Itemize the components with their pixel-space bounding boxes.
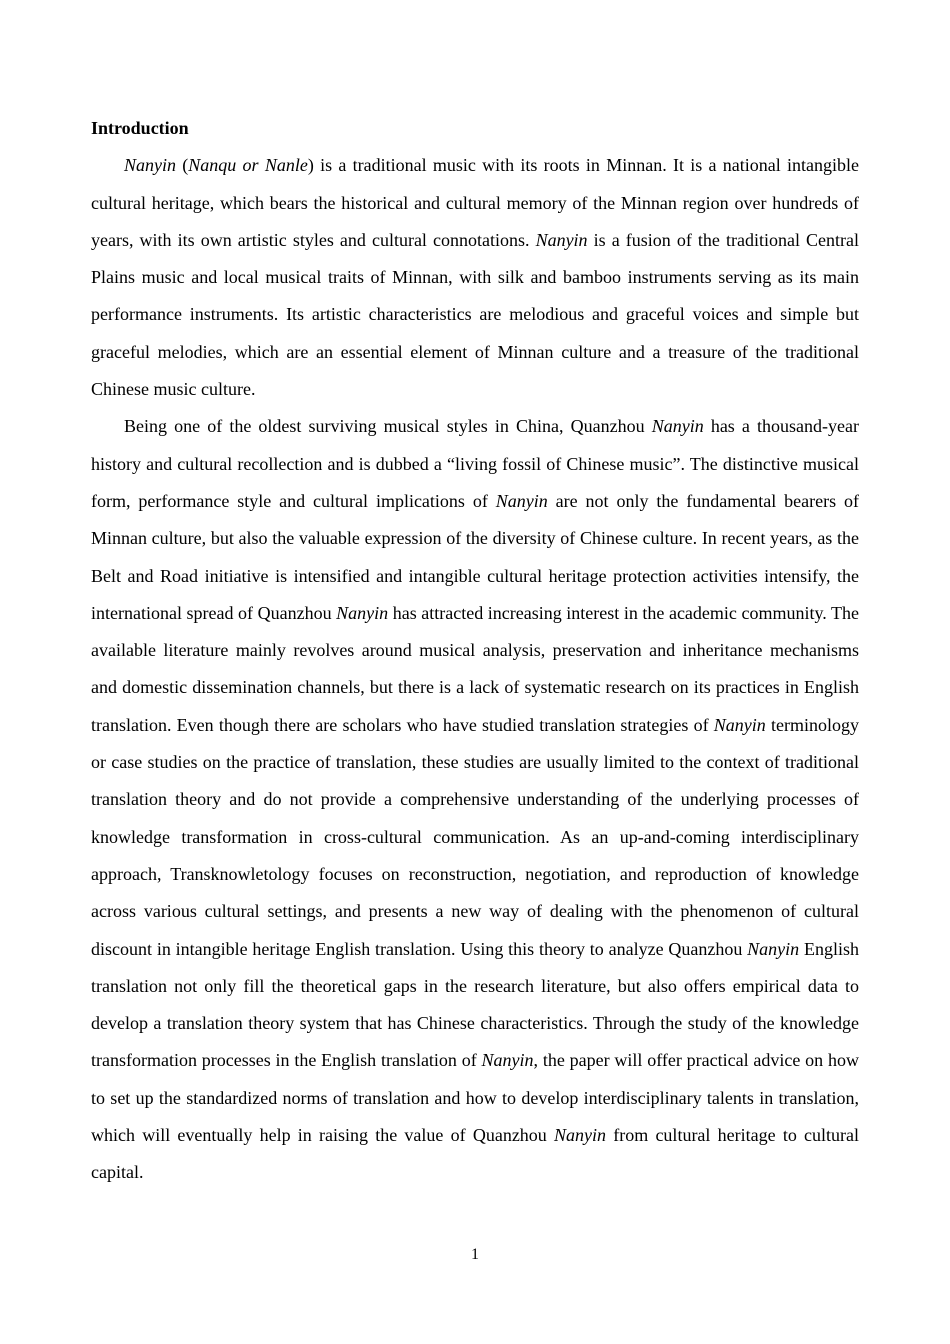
body-paragraph <box>91 408 859 1191</box>
text-run: ) is a traditional music with its roots in Minnan. It is a national intangible cultural heritage, which bears the historical and cultural memory of the Minnan region over hundreds of years, with its own artistic styles and cultural connotations. <box>91 155 859 250</box>
body-paragraph <box>91 147 859 408</box>
text-run: is a fusion of the traditional Central Plains music and local musical traits of Minnan, with silk and bamboo instruments serving as its main performance instruments. Its artistic characteristics are melodious and graceful voices and simple but graceful melodies, which are an essential element of Minnan culture and a treasure of the traditional Chinese music culture. <box>91 229 859 400</box>
text-run: Being one of the oldest surviving musical styles in China, Quanzhou <box>124 416 652 437</box>
text-run: ( <box>176 155 189 176</box>
italic-term: Nanyin <box>124 155 176 176</box>
text-run: has a thousand-year history and cultural recollection and is dubbed a “living fossil of Chinese music”. The distinctive musical form, performance style and cultural implications of <box>91 416 859 511</box>
document-body <box>91 110 859 1192</box>
italic-term: Nanyin <box>336 602 389 623</box>
text-run: has attracted increasing interest in the academic community. The available literature mainly revolves around musical analysis, preservation and inheritance mechanisms and domestic dissemination channels, but there is a lack of systematic research on its practices in English translation. Even though there are scholars who have studied translation strategies of <box>91 602 859 735</box>
text-run: are not only the fundamental bearers of Minnan culture, but also the valuable expression of the diversity of Chinese culture. In recent years, as the Belt and Road initiative is intensified and intangible cultural heritage protection activities intensify, the international spread of Quanzhou <box>91 490 860 623</box>
italic-term: Nanyin <box>747 938 800 959</box>
text-run: English translation not only fill the theoretical gaps in the research literature, but also offers empirical data to develop a translation theory system that has Chinese characteristics. Through the study of the knowledge transformation processes in the English translation of <box>91 938 859 1071</box>
italic-term: Nanyin <box>481 1050 534 1071</box>
section-heading: Introduction <box>91 118 189 138</box>
paragraph-list <box>91 147 859 1191</box>
italic-term: Nanyin <box>535 229 588 250</box>
italic-term: Nanyin <box>495 490 548 511</box>
page-number: 1 <box>471 1246 479 1263</box>
text-run: from cultural heritage to cultural capital. <box>91 1125 860 1183</box>
italic-term: Nanyin <box>713 714 766 735</box>
text-run: , the paper will offer practical advice on how to set up the standardized norms of translation and how to develop interdisciplinary talents in translation, which will eventually help in raising the value of Quanzhou <box>91 1050 859 1146</box>
italic-term: Nanyin <box>554 1125 607 1146</box>
text-run: terminology or case studies on the practice of translation, these studies are usually limited to the context of traditional translation theory and do not provide a comprehensive understanding of the underlying processes of knowledge transformation in cross-cultural communication. As an up-and-coming interdisciplinary approach, Transknowletology focuses on reconstruction, negotiation, and reproduction of knowledge across various cultural settings, and presents a new way of dealing with the phenomenon of cultural discount in intangible heritage English translation. Using this theory to analyze Quanzhou <box>91 714 859 959</box>
italic-term: Nanyin <box>651 416 704 437</box>
italic-term: Nanqu or Nanle <box>188 155 308 176</box>
